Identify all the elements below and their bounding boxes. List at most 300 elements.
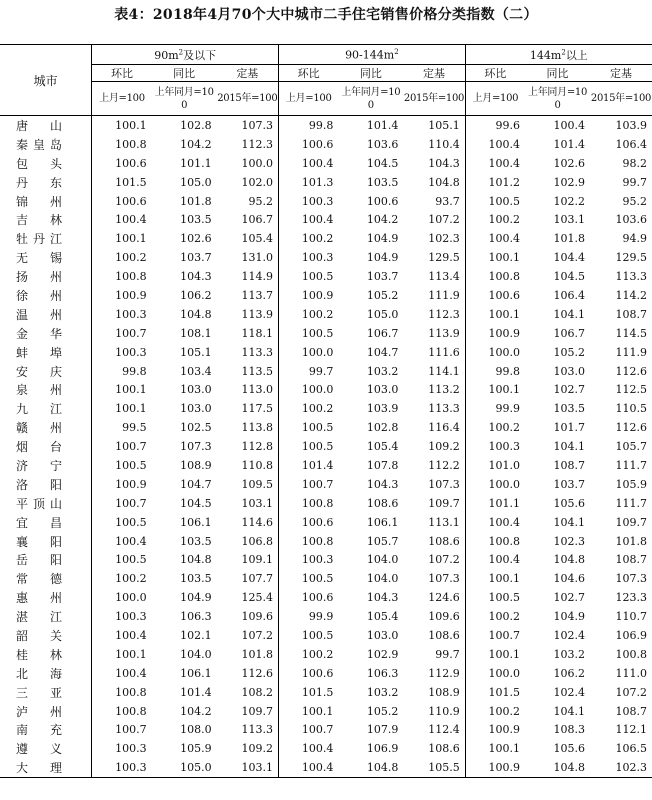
index-cell: 109.1 (217, 550, 279, 569)
index-cell: 112.3 (403, 305, 465, 324)
index-cell: 100.5 (301, 572, 334, 586)
index-cell: 113.7 (217, 286, 279, 305)
table-row (0, 607, 652, 626)
index-cell: 100.4 (115, 628, 147, 642)
index-cell: 102.7 (553, 383, 586, 397)
index-cell: 103.7 (553, 477, 586, 491)
index-cell: 100.6 (301, 591, 334, 605)
index-cell: 102.8 (180, 118, 212, 132)
index-cell: 100.2 (488, 704, 521, 718)
table-row (0, 626, 652, 645)
index-cell: 105.6 (553, 742, 586, 756)
index-cell: 100.9 (115, 288, 147, 302)
index-cell: 103.6 (615, 213, 647, 227)
city-name: 吉 林 (0, 210, 92, 229)
table-row (0, 456, 652, 475)
index-cell: 104.0 (366, 553, 399, 567)
base-note-base: 2015年=100 (217, 82, 279, 116)
index-cell: 101.4 (366, 118, 399, 132)
table-row (0, 721, 652, 740)
index-cell: 100.5 (301, 421, 334, 435)
index-cell: 105.0 (180, 761, 212, 775)
index-cell: 100.4 (553, 118, 586, 132)
base-note-yoy: 上年同月=100 (525, 82, 590, 116)
index-cell: 107.3 (217, 116, 279, 135)
index-cell: 106.8 (217, 532, 279, 551)
table-row (0, 475, 652, 494)
index-cell: 104.8 (553, 761, 586, 775)
index-cell: 100.1 (488, 251, 521, 265)
index-cell: 103.1 (217, 494, 279, 513)
city-name: 赣 州 (0, 418, 92, 437)
index-cell: 100.0 (301, 345, 334, 359)
index-cell: 103.9 (366, 402, 399, 416)
index-cell: 101.1 (488, 496, 521, 510)
index-cell: 104.9 (180, 591, 212, 605)
city-name: 安 庆 (0, 362, 92, 381)
index-cell: 105.4 (366, 440, 399, 454)
index-cell: 108.1 (180, 326, 212, 340)
index-cell: 104.4 (553, 251, 586, 265)
subheader-mom: 环比 (92, 65, 152, 82)
index-cell: 114.5 (615, 326, 647, 340)
table-row (0, 135, 652, 154)
index-cell: 100.5 (301, 270, 334, 284)
table-row (0, 513, 652, 532)
index-cell: 104.2 (366, 213, 399, 227)
index-cell: 108.3 (553, 723, 586, 737)
base-note-mom: 上月=100 (279, 82, 339, 116)
index-cell: 102.9 (553, 175, 586, 189)
table-row (0, 569, 652, 588)
index-cell: 100.3 (115, 742, 147, 756)
index-cell: 100.5 (301, 628, 334, 642)
index-cell: 100.4 (301, 213, 334, 227)
table-row (0, 494, 652, 513)
index-cell: 101.4 (301, 458, 334, 472)
index-cell: 100.4 (115, 213, 147, 227)
index-cell: 100.7 (115, 440, 147, 454)
index-cell: 104.9 (366, 232, 399, 246)
index-cell: 104.1 (553, 307, 586, 321)
index-cell: 104.8 (180, 307, 212, 321)
index-cell: 107.3 (615, 572, 647, 586)
index-cell: 102.4 (553, 628, 586, 642)
index-cell: 100.0 (217, 154, 279, 173)
index-cell: 114.6 (217, 513, 279, 532)
index-cell: 108.7 (615, 704, 647, 718)
index-cell: 109.7 (615, 515, 647, 529)
index-cell: 112.6 (615, 421, 647, 435)
index-cell: 100.2 (301, 402, 334, 416)
index-cell: 100.2 (488, 610, 521, 624)
index-cell: 104.8 (403, 173, 465, 192)
city-name: 洛 阳 (0, 475, 92, 494)
index-cell: 103.1 (217, 758, 279, 777)
table-row (0, 588, 652, 607)
index-cell: 100.0 (488, 477, 521, 491)
index-cell: 100.3 (115, 307, 147, 321)
index-cell: 100.9 (488, 326, 521, 340)
index-cell: 100.5 (301, 440, 334, 454)
index-cell: 102.2 (553, 194, 586, 208)
base-note-base: 2015年=100 (403, 82, 465, 116)
city-name: 桂 林 (0, 645, 92, 664)
city-name: 扬 州 (0, 267, 92, 286)
index-cell: 107.2 (615, 685, 647, 699)
city-header: 城市 (0, 45, 92, 116)
index-cell: 112.2 (403, 456, 465, 475)
index-cell: 100.4 (488, 232, 521, 246)
index-cell: 106.1 (366, 515, 399, 529)
table-row (0, 173, 652, 192)
table-row (0, 758, 652, 777)
index-cell: 103.5 (553, 402, 586, 416)
index-cell: 112.4 (403, 721, 465, 740)
index-cell: 107.8 (366, 458, 399, 472)
index-cell: 105.1 (180, 345, 212, 359)
table-row (0, 267, 652, 286)
base-note-yoy: 上年同月=100 (338, 82, 403, 116)
index-cell: 100.2 (115, 251, 147, 265)
index-cell: 100.7 (301, 477, 334, 491)
index-cell: 102.0 (217, 173, 279, 192)
index-cell: 113.9 (217, 305, 279, 324)
table-row (0, 683, 652, 702)
group-header-medium: $90-144m^2$ (279, 45, 466, 65)
index-cell: 110.5 (615, 402, 647, 416)
index-cell: 103.0 (366, 628, 399, 642)
index-cell: 101.5 (115, 175, 147, 189)
index-cell: 100.3 (301, 194, 334, 208)
index-cell: 100.2 (301, 647, 334, 661)
index-cell: 100.3 (115, 345, 147, 359)
city-name: 锦 州 (0, 192, 92, 211)
index-cell: 111.6 (403, 343, 465, 362)
index-cell: 107.3 (403, 475, 465, 494)
city-name: 韶 关 (0, 626, 92, 645)
index-cell: 100.1 (301, 704, 334, 718)
index-cell: 102.8 (366, 421, 399, 435)
index-cell: 108.7 (615, 307, 647, 321)
index-cell: 104.3 (366, 477, 399, 491)
index-cell: 101.7 (553, 421, 586, 435)
index-cell: 103.7 (180, 251, 212, 265)
index-cell: 113.3 (403, 399, 465, 418)
city-name: 大 理 (0, 758, 92, 777)
index-cell: 113.3 (217, 721, 279, 740)
index-cell: 101.8 (217, 645, 279, 664)
index-cell: 102.5 (180, 421, 212, 435)
index-cell: 100.1 (488, 572, 521, 586)
index-cell: 95.2 (217, 192, 279, 211)
index-cell: 101.8 (615, 534, 647, 548)
index-cell: 100.4 (488, 137, 521, 151)
index-cell: 99.5 (122, 421, 147, 435)
index-cell: 99.8 (122, 364, 147, 378)
city-name: 湛 江 (0, 607, 92, 626)
index-cell: 129.5 (615, 251, 647, 265)
index-cell: 103.1 (553, 213, 586, 227)
index-cell: 100.4 (115, 666, 147, 680)
index-cell: 100.2 (301, 307, 334, 321)
index-cell: 99.6 (495, 118, 521, 132)
index-cell: 100.2 (488, 421, 521, 435)
index-cell: 103.7 (366, 270, 399, 284)
index-cell: 100.8 (115, 270, 147, 284)
index-cell: 101.5 (488, 685, 521, 699)
city-name: 平 顶 山 (0, 494, 92, 513)
index-cell: 109.7 (217, 702, 279, 721)
index-cell: 94.9 (622, 232, 647, 246)
index-cell: 109.2 (217, 739, 279, 758)
city-name: 金 华 (0, 324, 92, 343)
index-cell: 100.5 (488, 194, 521, 208)
index-cell: 106.1 (180, 666, 212, 680)
index-cell: 100.3 (301, 251, 334, 265)
index-cell: 109.5 (217, 475, 279, 494)
index-cell: 103.2 (366, 685, 399, 699)
index-cell: 103.2 (553, 647, 586, 661)
index-cell: 101.4 (180, 685, 212, 699)
index-cell: 109.7 (403, 494, 465, 513)
index-cell: 106.5 (615, 742, 647, 756)
index-cell: 106.2 (180, 288, 212, 302)
group-header-small: $90m^2$及以下 (92, 45, 279, 65)
city-name: 蚌 埠 (0, 343, 92, 362)
index-cell: 108.9 (180, 458, 212, 472)
index-cell: 107.7 (217, 569, 279, 588)
index-cell: 99.7 (403, 645, 465, 664)
index-cell: 100.1 (488, 647, 521, 661)
index-cell: 100.0 (488, 666, 521, 680)
index-cell: 103.0 (366, 383, 399, 397)
index-cell: 107.3 (403, 569, 465, 588)
table-row (0, 532, 652, 551)
index-cell: 95.2 (622, 194, 647, 208)
table-row (0, 362, 652, 381)
index-cell: 105.2 (366, 288, 399, 302)
index-cell: 109.2 (403, 437, 465, 456)
index-cell: 99.9 (308, 610, 334, 624)
index-cell: 104.6 (553, 572, 586, 586)
index-cell: 93.7 (403, 192, 465, 211)
index-cell: 98.2 (622, 156, 647, 170)
index-cell: 100.1 (488, 307, 521, 321)
index-cell: 102.3 (403, 229, 465, 248)
index-cell: 100.8 (615, 647, 647, 661)
city-name: 三 亚 (0, 683, 92, 702)
index-cell: 104.1 (553, 515, 586, 529)
index-cell: 100.6 (301, 666, 334, 680)
table-row (0, 739, 652, 758)
index-cell: 100.4 (488, 156, 521, 170)
index-cell: 100.1 (115, 232, 147, 246)
index-cell: 99.7 (622, 175, 647, 189)
subheader-yoy: 同比 (338, 65, 403, 82)
index-cell: 102.3 (615, 761, 647, 775)
index-cell: 101.1 (180, 156, 212, 170)
index-cell: 108.9 (403, 683, 465, 702)
index-cell: 112.6 (615, 364, 647, 378)
index-cell: 106.9 (615, 628, 647, 642)
city-name: 牡 丹 江 (0, 229, 92, 248)
index-cell: 103.9 (615, 118, 647, 132)
index-cell: 100.1 (115, 402, 147, 416)
index-cell: 125.4 (217, 588, 279, 607)
index-cell: 113.1 (403, 513, 465, 532)
index-cell: 100.1 (115, 383, 147, 397)
table-row (0, 305, 652, 324)
index-cell: 110.7 (615, 610, 647, 624)
city-name: 九 江 (0, 399, 92, 418)
index-cell: 102.1 (180, 628, 212, 642)
index-cell: 100.2 (115, 572, 147, 586)
index-cell: 116.4 (403, 418, 465, 437)
index-cell: 100.7 (115, 496, 147, 510)
index-cell: 108.6 (403, 532, 465, 551)
index-cell: 100.2 (488, 213, 521, 227)
index-cell: 105.9 (180, 742, 212, 756)
index-cell: 104.5 (180, 496, 212, 510)
index-cell: 105.5 (403, 758, 465, 777)
index-cell: 108.6 (403, 626, 465, 645)
index-cell: 110.4 (403, 135, 465, 154)
index-cell: 104.8 (180, 553, 212, 567)
index-cell: 100.9 (301, 288, 334, 302)
city-name: 包 头 (0, 154, 92, 173)
index-cell: 104.8 (553, 553, 586, 567)
table-title: 表4：2018年4月70个大中城市二手住宅销售价格分类指数（二） (114, 7, 538, 23)
index-cell: 108.7 (553, 458, 586, 472)
index-cell: 100.3 (115, 761, 147, 775)
index-cell: 100.0 (488, 345, 521, 359)
index-cell: 100.0 (115, 591, 147, 605)
index-cell: 104.2 (180, 137, 212, 151)
index-cell: 101.4 (553, 137, 586, 151)
index-cell: 105.1 (403, 116, 465, 135)
index-cell: 104.2 (180, 704, 212, 718)
index-cell: 104.9 (553, 610, 586, 624)
subheader-base: 定基 (403, 65, 465, 82)
index-cell: 106.7 (217, 210, 279, 229)
city-name: 无 锡 (0, 248, 92, 267)
table-row (0, 210, 652, 229)
table-row (0, 702, 652, 721)
index-cell: 100.5 (115, 553, 147, 567)
index-cell: 103.5 (366, 175, 399, 189)
index-cell: 101.8 (553, 232, 586, 246)
index-cell: 100.8 (488, 270, 521, 284)
index-cell: 100.0 (301, 383, 334, 397)
index-cell: 105.2 (366, 704, 399, 718)
table-row (0, 229, 652, 248)
index-cell: 113.8 (217, 418, 279, 437)
index-cell: 112.6 (217, 664, 279, 683)
subheader-base: 定基 (217, 65, 279, 82)
index-cell: 100.6 (366, 194, 399, 208)
index-cell: 100.9 (488, 723, 521, 737)
index-cell: 109.6 (217, 607, 279, 626)
city-name: 泸 州 (0, 702, 92, 721)
index-cell: 124.6 (403, 588, 465, 607)
index-cell: 131.0 (217, 248, 279, 267)
city-name: 惠 州 (0, 588, 92, 607)
index-cell: 112.9 (403, 664, 465, 683)
city-name: 秦 皇 岛 (0, 135, 92, 154)
index-cell: 104.5 (366, 156, 399, 170)
city-name: 常 德 (0, 569, 92, 588)
table-row (0, 437, 652, 456)
table-row (0, 418, 652, 437)
index-cell: 100.1 (488, 742, 521, 756)
index-cell: 100.7 (488, 628, 521, 642)
index-cell: 103.2 (366, 364, 399, 378)
index-cell: 111.7 (615, 458, 647, 472)
table-row (0, 664, 652, 683)
group-header-large: $144m^2$以上 (465, 45, 652, 65)
index-cell: 123.3 (615, 591, 647, 605)
index-cell: 111.0 (615, 666, 647, 680)
index-cell: 100.9 (115, 477, 147, 491)
index-cell: 105.6 (553, 496, 586, 510)
index-cell: 105.9 (615, 477, 647, 491)
index-cell: 107.2 (403, 210, 465, 229)
index-cell: 101.5 (301, 685, 334, 699)
index-cell: 101.8 (180, 194, 212, 208)
index-cell: 99.9 (495, 402, 521, 416)
index-cell: 129.5 (403, 248, 465, 267)
index-cell: 100.4 (301, 742, 334, 756)
index-cell: 110.9 (403, 702, 465, 721)
index-cell: 104.5 (553, 270, 586, 284)
index-cell: 100.5 (115, 458, 147, 472)
index-cell: 100.4 (301, 156, 334, 170)
index-cell: 110.8 (217, 456, 279, 475)
index-cell: 102.3 (553, 534, 586, 548)
city-name: 北 海 (0, 664, 92, 683)
index-cell: 100.8 (488, 534, 521, 548)
index-cell: 113.9 (403, 324, 465, 343)
index-cell: 106.3 (180, 610, 212, 624)
index-cell: 106.4 (615, 137, 647, 151)
city-name: 遵 义 (0, 739, 92, 758)
index-cell: 104.3 (180, 270, 212, 284)
index-cell: 101.0 (488, 458, 521, 472)
index-cell: 105.7 (615, 440, 647, 454)
table-row (0, 286, 652, 305)
index-cell: 99.7 (308, 364, 334, 378)
index-cell: 114.9 (217, 267, 279, 286)
city-name: 泉 州 (0, 380, 92, 399)
index-cell: 108.0 (180, 723, 212, 737)
index-cell: 111.9 (403, 286, 465, 305)
base-note-yoy: 上年同月=100 (152, 82, 217, 116)
index-cell: 100.4 (488, 515, 521, 529)
index-cell: 108.6 (366, 496, 399, 510)
index-cell: 100.9 (488, 761, 521, 775)
index-cell: 113.2 (403, 380, 465, 399)
index-cell: 108.2 (217, 683, 279, 702)
table-row (0, 154, 652, 173)
index-cell: 101.2 (488, 175, 521, 189)
index-cell: 99.8 (495, 364, 521, 378)
base-note-base: 2015年=100 (590, 82, 652, 116)
index-cell: 103.0 (180, 383, 212, 397)
index-cell: 100.6 (488, 288, 521, 302)
index-cell: 106.2 (553, 666, 586, 680)
city-name: 南 充 (0, 721, 92, 740)
